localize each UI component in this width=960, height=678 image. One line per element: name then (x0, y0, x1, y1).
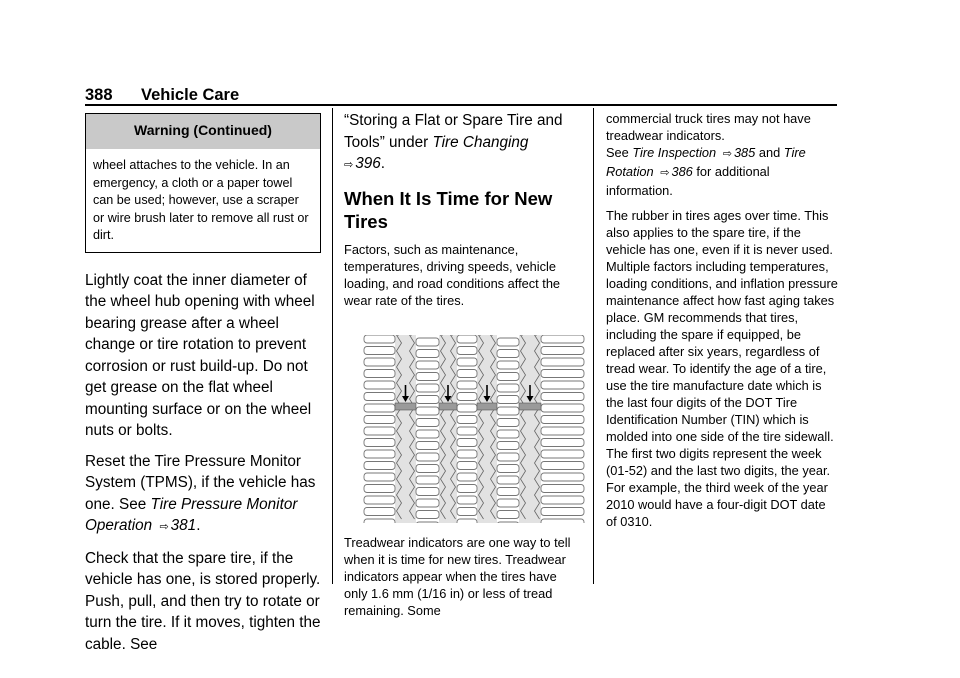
tread-block (416, 407, 439, 415)
page-number: 388 (85, 86, 113, 104)
tread-block (541, 519, 584, 523)
tread-block (364, 461, 395, 469)
tread-block (541, 427, 584, 435)
page-ref-arrow-icon: ⇨ (722, 148, 732, 160)
tread-block (457, 335, 477, 343)
tread-block (416, 349, 439, 357)
treadwear-indicator-illustration-icon (361, 335, 587, 523)
treadwear-paragraph: Treadwear indicators are one way to tell when it is time for new tires. Treadwear indicators appear when the tires have only 1.6 mm (1/16 in) or less of tread remaining. Some (344, 534, 571, 618)
tread-block (416, 418, 439, 426)
tread-block (541, 438, 584, 446)
tread-block (364, 484, 395, 492)
tread-block (541, 381, 584, 389)
tread-block (541, 335, 584, 343)
tread-block (364, 404, 395, 412)
section-title: Vehicle Care (141, 86, 240, 104)
tread-block (541, 404, 584, 412)
tread-block (497, 418, 519, 426)
tread-block (497, 372, 519, 380)
tread-block (457, 484, 477, 492)
tread-block (416, 487, 439, 495)
tread-block (541, 415, 584, 423)
commercial-paragraph (606, 110, 838, 199)
tread-block (364, 438, 395, 446)
wear-bar (477, 403, 497, 410)
warning-body: wheel attaches to the vehicle. In an emergency, a cloth or a paper towel can be used; however, use a scraper or wire brush later to remove all rust or dirt. (93, 158, 309, 242)
spare-check-paragraph: Check that the spare tire, if the vehicle has one, is stored properly. Push, pull, and then try to rotate or turn the tire. If it moves, tighten the cable. See (85, 549, 321, 653)
tread-block (497, 464, 519, 472)
tread-block (497, 361, 519, 369)
tread-block (364, 496, 395, 504)
tread-block (541, 507, 584, 515)
tread-block (497, 349, 519, 357)
page-header (85, 86, 239, 105)
tread-block (457, 369, 477, 377)
tread-block (497, 338, 519, 346)
tread-block (457, 404, 477, 412)
wear-bar (395, 403, 416, 410)
wear-bar (519, 403, 541, 410)
warning-box (85, 113, 321, 253)
tread-block (416, 499, 439, 507)
tread-block (541, 450, 584, 458)
tread-block (541, 484, 584, 492)
tread-block (364, 392, 395, 400)
tread-block (364, 346, 395, 354)
warning-title: Warning (Continued) (86, 114, 320, 149)
tpms-link[interactable]: Tire Pressure Monitor Operation (85, 495, 298, 534)
column-1 (85, 113, 321, 664)
tread-block (497, 476, 519, 484)
commercial-text: commercial truck tires may not have treadwear indicators. (606, 111, 811, 143)
wear-bar (439, 403, 457, 410)
tread-block (541, 496, 584, 504)
tread-block (541, 346, 584, 354)
tread-block (364, 473, 395, 481)
tire-rotation-link[interactable]: Tire Rotation (606, 145, 806, 179)
tire-aging-paragraph: The rubber in tires ages over time. This also applies to the spare tire, if the vehicle has one, even if it is never used. Multiple factors including temperatures, loading conditions, and inflation pressure maintenance affect how fast aging takes place. GM recommends that tires, including the spare if equipped, be replaced after six years, regardless of tread wear. To identify the age of a tire, use the tire manufacture date which is the last four digits of the DOT Tire Identification Number (TIN) which is molded into one side of the tire sidewall. The first two digits represent the week (01-52) and the last two digits, the year. For example, the third week of the year 2010 would have a four-digit DOT date of 0310. (606, 208, 838, 529)
tread-block (497, 384, 519, 392)
tread-block (457, 381, 477, 389)
tread-block (364, 427, 395, 435)
commercial-end: for additional information. (606, 164, 770, 198)
tread-block (364, 369, 395, 377)
tread-block (457, 427, 477, 435)
tread-block (541, 392, 584, 400)
tpms-paragraph (85, 451, 321, 539)
tread-block (364, 507, 395, 515)
tread-block (416, 395, 439, 403)
tread-block (457, 496, 477, 504)
tread-groove (519, 335, 541, 523)
tread-block (497, 487, 519, 495)
tread-block (416, 453, 439, 461)
tread-block (416, 476, 439, 484)
header-rule (85, 104, 837, 106)
tread-block (416, 522, 439, 523)
page-ref-arrow-icon: ⇨ (344, 159, 354, 171)
tread-block (364, 335, 395, 343)
storing-quote-text: “Storing a Flat or Spare Tire and Tools” under (344, 112, 563, 151)
tread-block (497, 395, 519, 403)
tread-block (457, 346, 477, 354)
tread-block (457, 438, 477, 446)
and-text: and (755, 145, 784, 160)
tread-block (497, 430, 519, 438)
tread-block (541, 358, 584, 366)
tread-block (457, 450, 477, 458)
tread-block (457, 473, 477, 481)
hub-grease-paragraph: Lightly coat the inner diameter of the wheel hub opening with wheel bearing grease after a wheel change or tire rotation to prevent corrosion or rust build-up. Do not get grease on the flat wheel mounting surface or on the wheel nuts or bolts. (85, 271, 315, 439)
column-divider-2 (593, 108, 594, 584)
tread-block (497, 441, 519, 449)
tread-block (457, 507, 477, 515)
tread-block (416, 361, 439, 369)
column-3 (606, 110, 838, 538)
tread-block (541, 473, 584, 481)
tread-block (416, 464, 439, 472)
tread-block (364, 358, 395, 366)
see-text: See (606, 145, 633, 160)
tire-inspection-page-ref[interactable]: 385 (733, 145, 756, 160)
tread-block (364, 415, 395, 423)
tread-block (416, 372, 439, 380)
tire-inspection-link[interactable]: Tire Inspection (632, 145, 717, 160)
tire-rotation-page-ref[interactable]: 386 (671, 164, 693, 179)
tread-block (457, 519, 477, 523)
tread-block (416, 510, 439, 518)
tread-block (457, 392, 477, 400)
tread-block (416, 441, 439, 449)
tread-block (457, 415, 477, 423)
tread-block (497, 407, 519, 415)
tread-block (457, 461, 477, 469)
storing-quote-end: . (380, 155, 385, 172)
page-ref-arrow-icon: ⇨ (660, 167, 670, 179)
tread-block (416, 430, 439, 438)
tpms-page-ref[interactable]: 381 (170, 517, 197, 534)
tread-block (497, 510, 519, 518)
storing-quote-paragraph (344, 110, 582, 177)
tread-drawing (361, 335, 587, 523)
tpms-end: . (196, 517, 201, 534)
tread-block (497, 522, 519, 523)
tread-block (364, 450, 395, 458)
page-ref-arrow-icon: ⇨ (159, 521, 169, 533)
wear-factors-paragraph: Factors, such as maintenance, temperatures, driving speeds, vehicle loading, and road conditions affect the wear rate of the tires. (344, 241, 561, 308)
tread-block (416, 338, 439, 346)
column-2 (344, 110, 582, 627)
section-heading: When It Is Time for New Tires (344, 187, 553, 232)
tpms-text: Reset the Tire Pressure Monitor System (TPMS), if the vehicle has one. See (85, 452, 316, 513)
tread-block (364, 519, 395, 523)
tread-block (457, 358, 477, 366)
tread-block (541, 461, 584, 469)
tread-block (416, 384, 439, 392)
tread-block (497, 499, 519, 507)
column-divider-1 (332, 108, 333, 584)
tire-changing-page-ref[interactable]: 396 (355, 155, 381, 172)
tread-block (497, 453, 519, 461)
tread-block (541, 369, 584, 377)
tread-block (364, 381, 395, 389)
tire-changing-link[interactable]: Tire Changing (432, 133, 529, 151)
